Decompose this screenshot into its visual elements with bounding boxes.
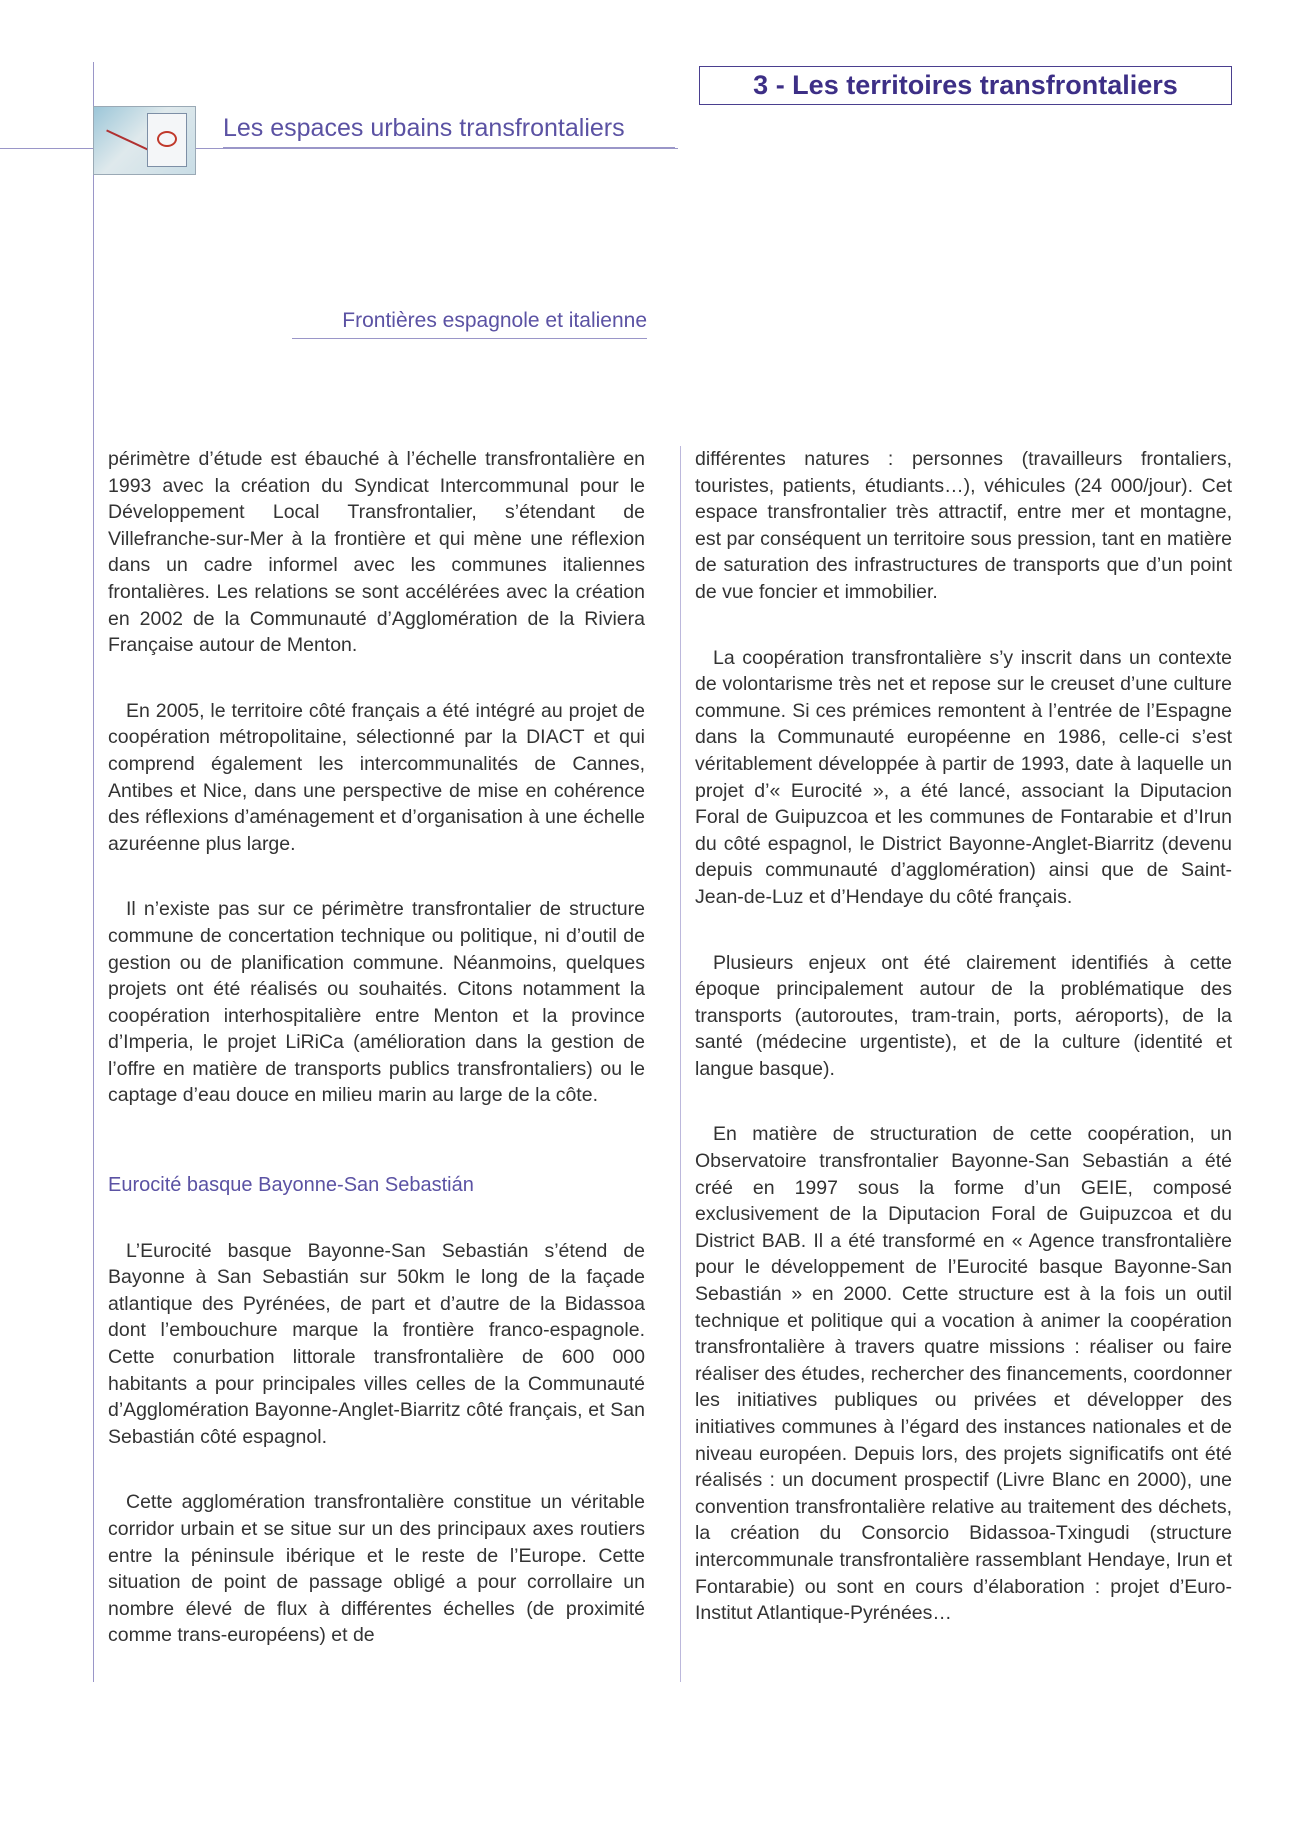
paragraph: périmètre d’étude est ébauché à l’échelle transfrontalière en 1993 avec la création du Syndicat Intercommunal pour le Développement Local Transfrontalier, s’étendant de Villefranche-sur-Mer à la frontière et qui mène une réflexion dans un cadre informel avec les communes italiennes frontalières. Les relations se sont accélérées avec la création en 2002 de la Communauté d’Agglomération de la Riviera Française autour de Menton.: [108, 448, 645, 657]
column-divider: [680, 446, 681, 1682]
paragraph: En matière de structuration de cette coopération, un Observatoire transfrontalier Bayonne-San Sebastián a été créé en 1997 sous la forme d’un GEIE, composé exclusivement de la Diputacion Foral de Guipuzcoa et du District BAB. Il a été transformé en « Agence transfrontalière pour le développement de l’Eurocité basque Bayonne-San Sebastián » en 2000. Cette structure est à la fois un outil technique et politique qui a vocation à animer la coopération transfrontalière à travers quatre missions : réaliser ou faire réaliser des études, rechercher des financements, coordonner les initiatives publiques ou privées et développer des initiatives communes à l’égard des instances nationales et de niveau européen. Depuis lors, des projets significatifs ont été réalisés : un document prospectif (Livre Blanc en 2000), une convention transfrontalière relative au traitement des déchets, la création du Consorcio Bidassoa-Txingudi (structure intercommunale transfrontalière rassemblant Hendaye, Irun et Fontarabie) ou sont en cours d’élaboration : projet d’Euro-Institut Atlantique-Pyrénées…: [695, 1123, 1232, 1625]
left-margin-rule: [93, 62, 94, 1682]
subsection-title: Frontières espagnole et italienne: [292, 308, 647, 339]
text-column-right: [695, 446, 1232, 1666]
paragraph: La coopération transfrontalière s’y inscrit dans un contexte de volontarisme très net et repose sur le creuset d’une culture commune. Si ces prémices remontent à l’entrée de l’Espagne dans la Communauté européenne en 1986, celle-ci s’est véritablement développée à partir de 1993, date à laquelle un projet d’« Eurocité », a été lancé, associant la Diputacion Foral de Guipuzcoa et les communes de Fontarabie et d’Irun du côté espagnol, le District Bayonne-Anglet-Biarritz (devenu depuis communauté d’agglomération) ainsi que de Saint-Jean-de-Luz et d’Hendaye du côté français.: [695, 646, 1232, 908]
paragraph: Plusieurs enjeux ont été clairement identifiés à cette époque principalement autour de la problématique des transports (autoroutes, tram-train, ports, aéroports), de la santé (médecine urgentiste), et de la culture (identité et langue basque).: [695, 951, 1232, 1080]
section-title: Les espaces urbains transfrontaliers: [223, 113, 675, 148]
paragraph: Il n’existe pas sur ce périmètre transfrontalier de structure commune de concertation technique ou politique, ni d’outil de gestion ou de planification commune. Néanmoins, quelques projets ont été réalisés ou souhaités. Citons notamment la coopération interhospitalière entre Menton et la province d’Imperia, le projet LiRiCa (amélioration dans la gestion de l’offre en matière de transports publics transfrontaliers) ou le captage d’eau douce en milieu marin au large de la côte.: [108, 898, 645, 1107]
paragraph: Cette agglomération transfrontalière constitue un véritable corridor urbain et se situe sur un des principaux axes routiers entre la péninsule ibérique et le reste de l’Europe. Cette situation de point de passage obligé a pour corrollaire un nombre élevé de flux à différentes échelles (de proximité comme trans-européens) et de: [108, 1491, 645, 1647]
map-highlight-ring: [157, 131, 177, 147]
chapter-title: 3 - Les territoires transfrontaliers: [699, 66, 1232, 105]
paragraph: différentes natures : personnes (travailleurs frontaliers, touristes, patients, étudiants…), véhicules (24 000/jour). Cet espace transfrontalier très attractif, entre mer et montagne, est par conséquent un territoire sous pression, tant en matière de saturation des infrastructures de transports que d’un point de vue foncier et immobilier.: [695, 448, 1232, 603]
text-column-left: [108, 446, 645, 1688]
map-thumbnail: [93, 106, 196, 175]
paragraph: En 2005, le territoire côté français a été intégré au projet de coopération métropolitaine, sélectionné par la DIACT et qui comprend également les intercommunalités de Cannes, Antibes et Nice, dans une perspective de mise en cohérence des réflexions d’aménagement et d’organisation à une échelle azuréenne plus large.: [108, 699, 645, 855]
paragraph: L’Eurocité basque Bayonne-San Sebastián s’étend de Bayonne à San Sebastián sur 50km le long de la façade atlantique des Pyrénées, de part et d’autre de la Bidassoa dont l’embouchure marque la frontière franco-espagnole. Cette conurbation littorale transfrontalière de 600 000 habitants a pour principales villes celles de la Communauté d’Agglomération Bayonne-Anglet-Biarritz côté français, et San Sebastián côté espagnol.: [108, 1239, 645, 1448]
section-heading: Eurocité basque Bayonne-San Sebastián: [108, 1174, 474, 1197]
